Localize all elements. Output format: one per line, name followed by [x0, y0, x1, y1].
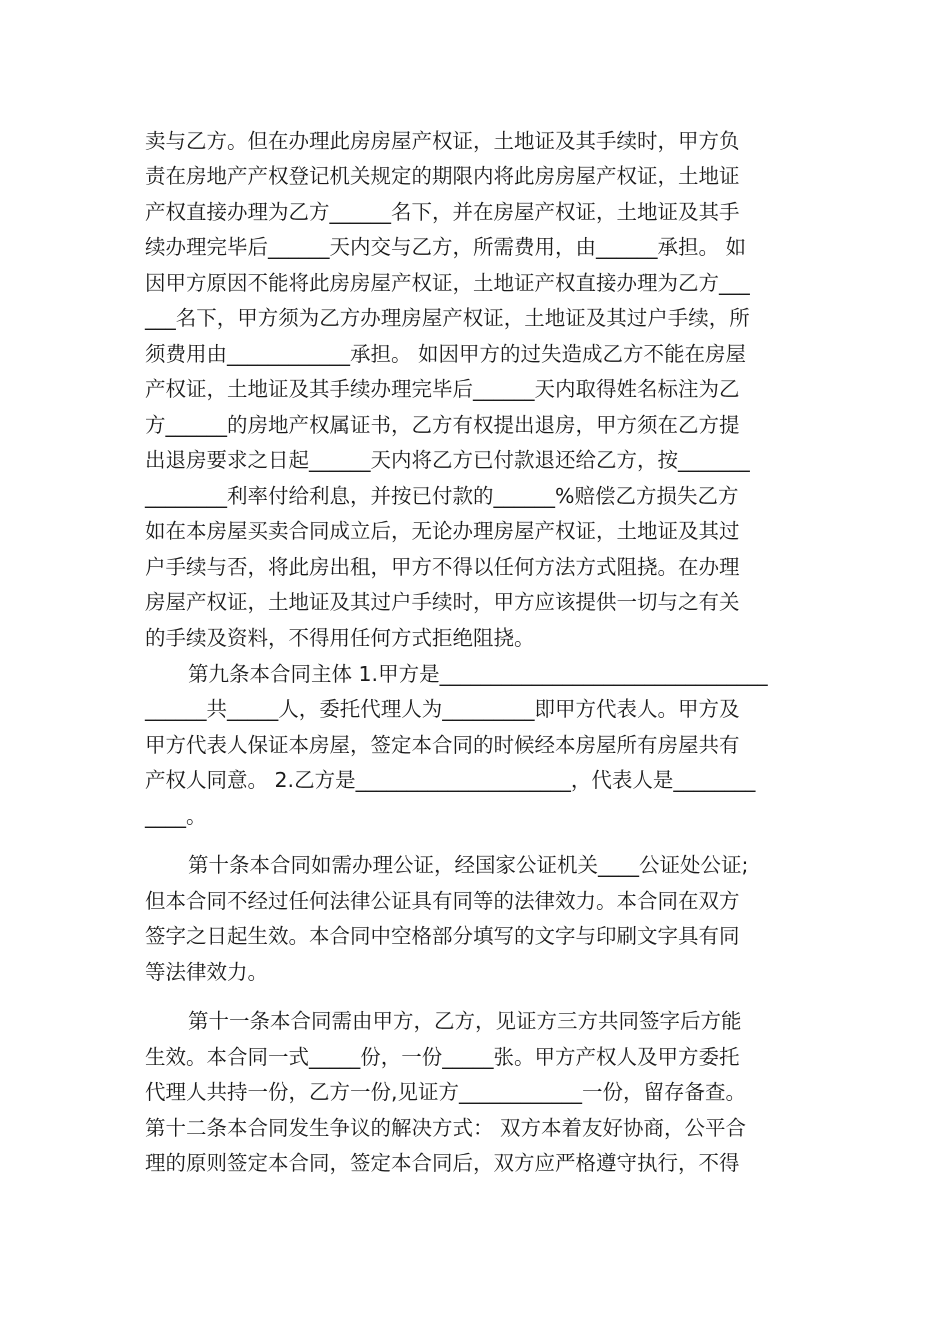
text-line: 代理人共持一份，乙方一份,见证方____________一份，留存备查。: [145, 1080, 747, 1104]
text-line: 因甲方原因不能将此房房屋产权证，土地证产权直接办理为乙方___: [145, 271, 750, 295]
text-line: 房屋产权证，土地证及其过户手续时，甲方应该提供一切与之有关: [145, 590, 740, 614]
text-line: 责在房地产产权登记机关规定的期限内将此房房屋产权证，土地证: [145, 164, 740, 188]
text-line: 但本合同不经过任何法律公证具有同等的法律效力。本合同在双方: [145, 889, 740, 913]
section-12-heading: 第十二条本合同发生争议的解决方式： 双方本着友好协商，公平合: [145, 1116, 747, 1140]
section-9-heading: 第九条本合同主体 1.甲方是________________________________: [188, 662, 768, 686]
text-line: 生效。本合同一式_____份，一份_____张。甲方产权人及甲方委托: [145, 1045, 740, 1069]
text-line: 产权人同意。 2.乙方是_____________________，代表人是________: [145, 768, 756, 792]
text-line: 产权直接办理为乙方______名下，并在房屋产权证，土地证及其手: [145, 200, 740, 224]
text-line: 甲方代表人保证本房屋，签定本合同的时候经本房屋所有房屋共有: [145, 733, 740, 757]
text-line: 户手续与否，将此房出租，甲方不得以任何方法方式阻挠。在办理: [145, 555, 740, 579]
text-line: ______共_____人，委托代理人为_________即甲方代表人。甲方及: [145, 697, 740, 721]
text-line: 如在本房屋买卖合同成立后，无论办理房屋产权证，土地证及其过: [145, 519, 740, 543]
text-line: 方______的房地产权属证书，乙方有权提出退房，甲方须在乙方提: [145, 413, 740, 437]
text-line: 产权证，土地证及其手续办理完毕后______天内取得姓名标注为乙: [145, 377, 740, 401]
section-10-heading: 第十条本合同如需办理公证，经国家公证机关____公证处公证;: [188, 853, 749, 877]
text-line: 等法律效力。: [145, 960, 268, 984]
text-line: 卖与乙方。但在办理此房房屋产权证，土地证及其手续时，甲方负: [145, 129, 740, 153]
text-line: 签字之日起生效。本合同中空格部分填写的文字与印刷文字具有同: [145, 924, 740, 948]
text-line: 出退房要求之日起______天内将乙方已付款退还给乙方，按_______: [145, 448, 750, 472]
text-line: ________利率付给利息，并按已付款的______%赔偿乙方损失乙方: [145, 484, 739, 508]
section-11-heading: 第十一条本合同需由甲方，乙方，见证方三方共同签字后方能: [188, 1009, 742, 1033]
text-line: ____。: [145, 804, 207, 828]
text-line: ___名下，甲方须为乙方办理房屋产权证，土地证及其过户手续，所: [145, 306, 750, 330]
text-line: 须费用由____________承担。 如因甲方的过失造成乙方不能在房屋: [145, 342, 747, 366]
text-line: 续办理完毕后______天内交与乙方，所需费用，由______承担。 如: [145, 235, 747, 259]
text-line: 的手续及资料，不得用任何方式拒绝阻挠。: [145, 626, 535, 650]
text-line: 理的原则签定本合同，签定本合同后，双方应严格遵守执行，不得: [145, 1151, 740, 1175]
